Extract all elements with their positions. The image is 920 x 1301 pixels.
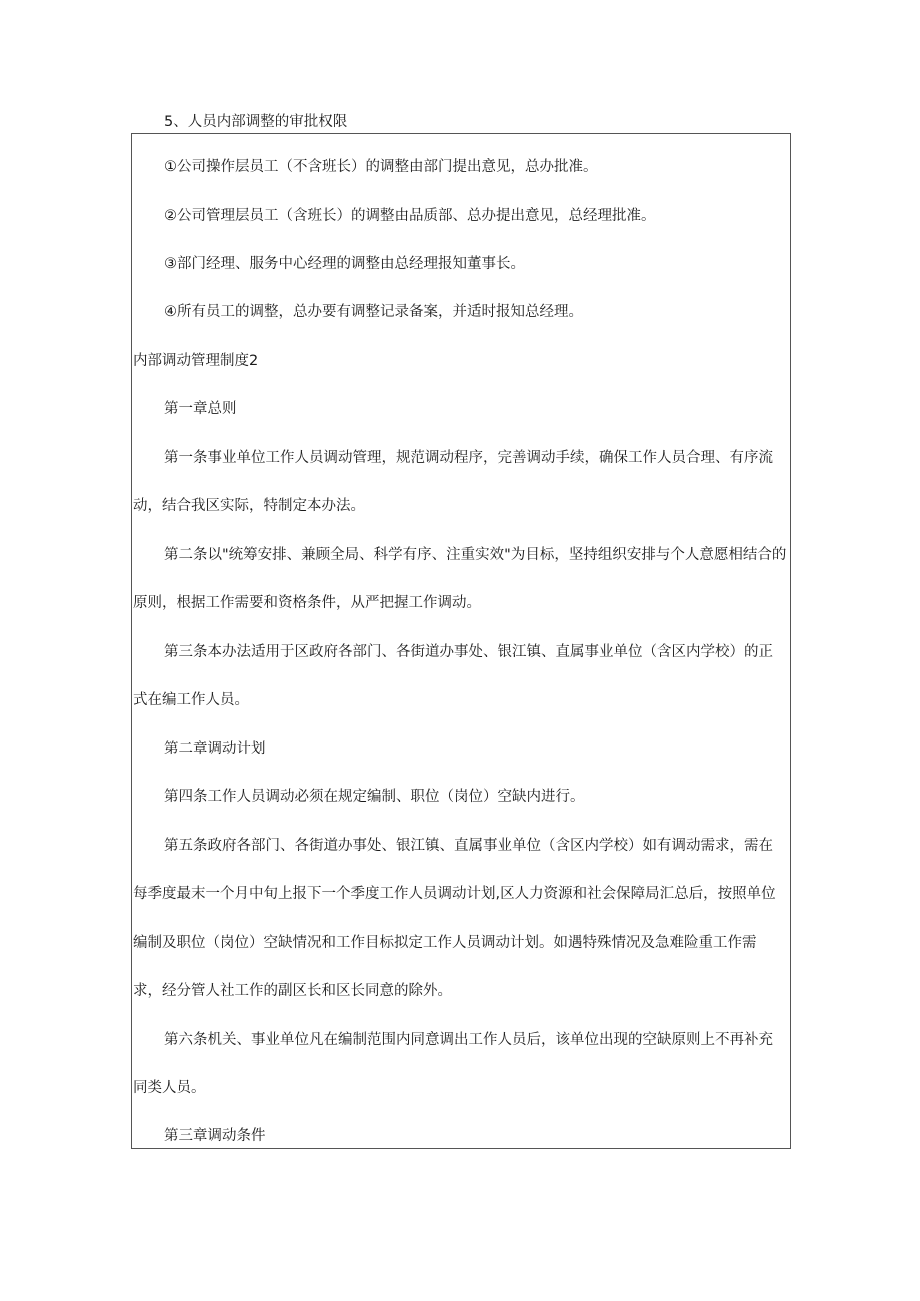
approval-item-1: ①公司操作层员工（不含班长）的调整由部门提出意见，总办批准。: [164, 159, 598, 175]
chapter-heading-1: 第一章总则: [164, 401, 237, 417]
document-title: 内部调动管理制度2: [133, 353, 259, 369]
paragraph-line: 同类人员。: [133, 1080, 206, 1096]
paragraph-line: 编制及职位（岗位）空缺情况和工作目标拟定工作人员调动计划。如遇特殊情况及急难险重工作需: [133, 935, 757, 951]
paragraph-line: 第六条机关、事业单位凡在编制范围内同意调出工作人员后，该单位出现的空缺原则上不再补充: [164, 1032, 773, 1048]
section-heading: 5、人员内部调整的审批权限: [164, 114, 348, 130]
paragraph-line: 式在编工作人员。: [133, 692, 249, 708]
paragraph-line: 原则，根据工作需要和资格条件，从严把握工作调动。: [133, 595, 481, 611]
paragraph-line: 每季度最末一个月中旬上报下一个季度工作人员调动计划,区人力资源和社会保障局汇总后，按照单位: [133, 886, 776, 902]
paragraph-line: 第二条以"统筹安排、兼顾全局、科学有序、注重实效"为目标，坚持组织安排与个人意愿相结合的: [164, 547, 787, 563]
chapter-heading-2: 第二章调动计划: [164, 741, 266, 757]
paragraph-line: 动，结合我区实际，特制定本办法。: [133, 498, 365, 514]
paragraph-line: 求，经分管人社工作的副区长和区长同意的除外。: [133, 983, 452, 999]
paragraph-line: 第五条政府各部门、各街道办事处、银江镇、直属事业单位（含区内学校）如有调动需求，需在: [164, 838, 773, 854]
approval-item-4: ④所有员工的调整，总办要有调整记录备案，并适时报知总经理。: [164, 304, 583, 320]
approval-item-3: ③部门经理、服务中心经理的调整由总经理报知董事长。: [164, 256, 525, 272]
approval-item-2: ②公司管理层员工（含班长）的调整由品质部、总办提出意见，总经理批准。: [164, 208, 656, 224]
paragraph-line: 第三条本办法适用于区政府各部门、各街道办事处、银江镇、直属事业单位（含区内学校）的正: [164, 644, 773, 660]
paragraph-line: 第一条事业单位工作人员调动管理，规范调动程序，完善调动手续，确保工作人员合理、有序流: [164, 450, 773, 466]
chapter-heading-3: 第三章调动条件: [164, 1128, 266, 1144]
paragraph-line: 第四条工作人员调动必须在规定编制、职位（岗位）空缺内进行。: [164, 789, 585, 805]
